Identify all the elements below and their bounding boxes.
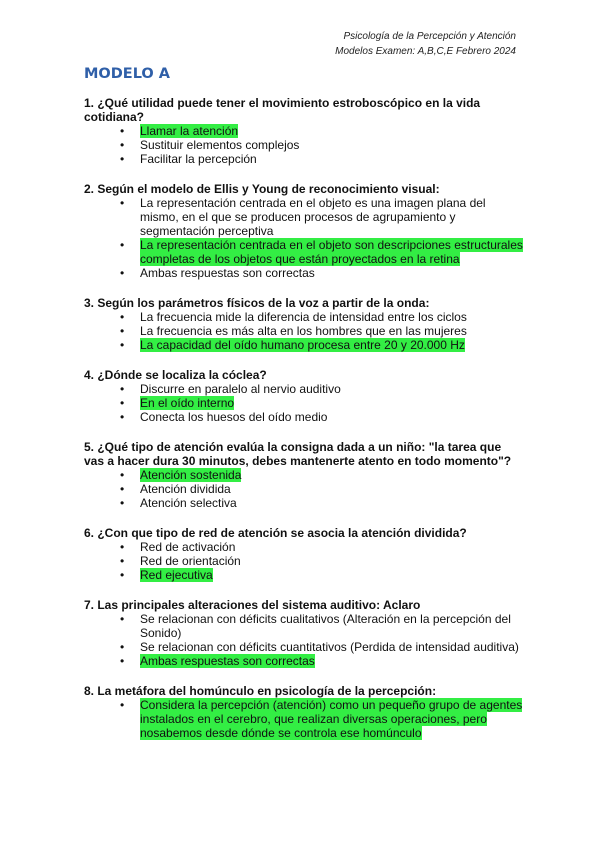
question-block — [84, 368, 524, 424]
question-block — [84, 526, 524, 582]
answer-text: Atención dividida — [140, 482, 231, 496]
answer-options — [84, 124, 524, 166]
answer-option — [84, 138, 524, 152]
answer-text: La representación centrada en el objeto son descripciones estructurales completas de los objetos que están proyectados en la retina — [140, 238, 523, 266]
answer-text: Facilitar la percepción — [140, 152, 257, 166]
answer-text: Ambas respuestas son correctas — [140, 654, 315, 668]
answer-text: Ambas respuestas son correctas — [140, 266, 315, 280]
answer-text: Atención selectiva — [140, 496, 237, 510]
header-exam-info: Modelos Examen: A,B,C,E Febrero 2024 — [335, 46, 516, 57]
answer-text: La capacidad del oído humano procesa entre 20 y 20.000 Hz — [140, 338, 465, 352]
answer-option-correct — [84, 568, 524, 582]
answer-option — [84, 382, 524, 396]
answer-text: La frecuencia es más alta en los hombres que en las mujeres — [140, 324, 467, 338]
question-block — [84, 440, 524, 510]
question-title: 8. La metáfora del homúnculo en psicología de la percepción: — [84, 684, 437, 698]
answer-option-correct — [84, 338, 524, 352]
answer-text: Llamar la atención — [140, 124, 239, 138]
answer-option-correct — [84, 654, 524, 668]
answer-options — [84, 540, 524, 582]
answer-option-correct — [84, 396, 524, 410]
answer-option — [84, 266, 524, 280]
answer-option — [84, 540, 524, 554]
answer-option — [84, 152, 524, 166]
answer-options — [84, 468, 524, 510]
question-block — [84, 296, 524, 352]
answer-text: La frecuencia mide la diferencia de intensidad entre los ciclos — [140, 310, 467, 324]
answer-option — [84, 310, 524, 324]
answer-option — [84, 410, 524, 424]
answer-options — [84, 196, 524, 280]
question-block — [84, 182, 524, 280]
question-list — [84, 96, 524, 756]
question-block — [84, 598, 524, 668]
answer-text: Discurre en paralelo al nervio auditivo — [140, 382, 341, 396]
question-title: 2. Según el modelo de Ellis y Young de reconocimiento visual: — [84, 182, 440, 196]
answer-text: Atención sostenida — [140, 468, 242, 482]
model-title: MODELO A — [84, 66, 171, 82]
answer-text: Se relacionan con déficits cuantitativos (Perdida de intensidad auditiva) — [140, 640, 519, 654]
answer-option — [84, 640, 524, 654]
answer-option-correct — [84, 698, 524, 740]
question-title: 7. Las principales alteraciones del sistema auditivo: Aclaro — [84, 598, 421, 612]
answer-option — [84, 554, 524, 568]
question-title: 1. ¿Qué utilidad puede tener el movimiento estroboscópico en la vida cotidiana? — [84, 96, 481, 124]
answer-text: La representación centrada en el objeto es una imagen plana del mismo, en el que se producen procesos de agrupamiento y segmentación perceptiva — [140, 196, 486, 238]
answer-option-correct — [84, 238, 524, 266]
answer-options — [84, 382, 524, 424]
answer-text: Sustituir elementos complejos — [140, 138, 300, 152]
answer-text: Considera la percepción (atención) como un pequeño grupo de agentes instalados en el cerebro, que realizan diversas operaciones, pero nosabemos desde dónde se controla ese homúnculo — [140, 698, 523, 740]
answer-option — [84, 196, 524, 238]
answer-text: Red de activación — [140, 540, 236, 554]
page-header — [335, 29, 516, 59]
answer-text: Se relacionan con déficits cualitativos (Alteración en la percepción del Sonido) — [140, 612, 511, 640]
answer-option-correct — [84, 124, 524, 138]
question-title: 3. Según los parámetros físicos de la voz a partir de la onda: — [84, 296, 430, 310]
answer-option — [84, 496, 524, 510]
answer-text: Conecta los huesos del oído medio — [140, 410, 328, 424]
answer-text: Red de orientación — [140, 554, 241, 568]
answer-options — [84, 310, 524, 352]
question-block — [84, 684, 524, 740]
header-course-title: Psicología de la Percepción y Atención — [343, 31, 516, 42]
answer-option — [84, 482, 524, 496]
answer-option-correct — [84, 468, 524, 482]
answer-text: En el oído interno — [140, 396, 235, 410]
answer-text: Red ejecutiva — [140, 568, 213, 582]
answer-option — [84, 612, 524, 640]
question-title: 5. ¿Qué tipo de atención evalúa la consigna dada a un niño: "la tarea que vas a hacer dura 30 minutos, debes mantenerte atento en todo momento"? — [84, 440, 512, 468]
answer-options — [84, 612, 524, 668]
answer-options — [84, 698, 524, 740]
question-block — [84, 96, 524, 166]
question-title: 4. ¿Dónde se localiza la cóclea? — [84, 368, 267, 382]
answer-option — [84, 324, 524, 338]
question-title: 6. ¿Con que tipo de red de atención se asocia la atención dividida? — [84, 526, 467, 540]
